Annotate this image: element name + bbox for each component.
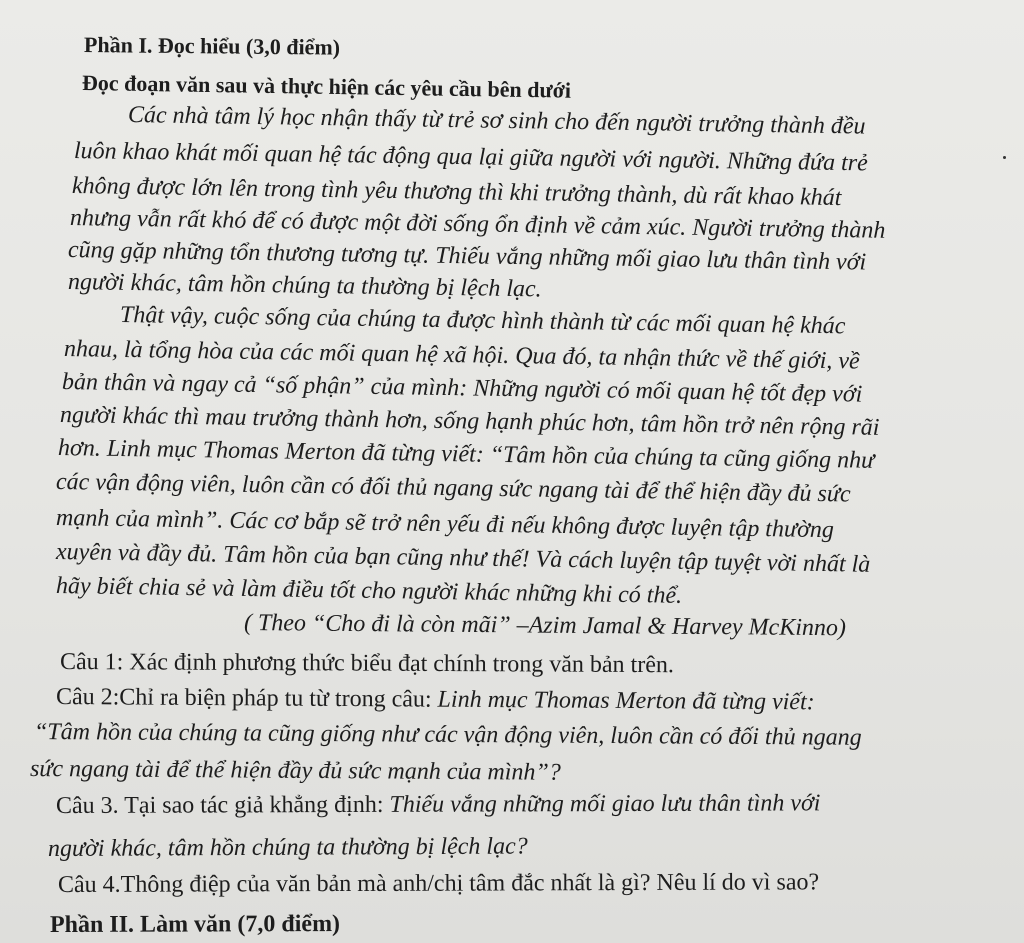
paragraph2-line: Thật vậy, cuộc sống của chúng ta được hình thành từ các mối quan hệ khác [119,302,846,340]
part1-heading: Phần I. Đọc hiểu (3,0 điểm) [83,32,341,60]
paragraph2-line: người khác thì mau trưởng thành hơn, sống hạnh phúc hơn, tâm hồn trở nên rộng rãi [59,402,880,441]
question-2-quote-start: Linh mục Thomas Merton đã từng viết: [437,686,815,716]
paragraph2-line: bản thân và ngay cả “số phận” của mình: Những người có mối quan hệ tốt đẹp với [61,369,863,408]
paragraph1-line: người khác, tâm hồn chúng ta thường bị lệch lạc. [67,269,542,303]
question-2-line2: “Tâm hồn của chúng ta cũng giống như các vận động viên, luôn cần có đối thủ ngang [33,719,862,751]
paragraph1-line: cũng gặp những tổn thương tương tự. Thiếu vắng những mối giao lưu thân tình với [67,237,867,276]
source-citation: ( Theo “Cho đi là còn mãi” –Azim Jamal & Harvey McKinno) [243,610,847,642]
paragraph1-line: không được lớn lên trong tình yêu thương thì khi trưởng thành, dù rất khao khát [71,173,842,212]
paragraph1-line: nhưng vẫn rất khó để có được một đời sống ổn định về cảm xúc. Người trưởng thành [69,205,886,244]
question-2-prefix: Câu 2:Chỉ ra biện pháp tu từ trong câu: [55,684,438,713]
paragraph2-line: các vận động viên, luôn cần có đối thủ ngang sức ngang tài để thể hiện đầy đủ sức [55,469,851,508]
question-3-prefix: Câu 3. Tại sao tác giả khẳng định: [55,791,390,819]
paragraph1-line: luôn khao khát mối quan hệ tác động qua lại giữa người với người. Những đứa trẻ [73,138,868,177]
paragraph2-line: mạnh của mình”. Các cơ bắp sẽ trở nên yếu đi nếu không được luyện tập thường [55,505,835,544]
ink-dot [1003,156,1006,159]
question-3-line2: người khác, tâm hồn chúng ta thường bị lệch lạc? [47,833,528,862]
question-1: Câu 1: Xác định phương thức biểu đạt chính trong văn bản trên. [59,649,674,679]
question-3-line1 [56,789,821,820]
part2-heading: Phần II. Làm văn (7,0 điểm) [49,910,341,938]
paragraph2-line: nhau, là tổng hòa của các mối quan hệ xã hội. Qua đó, ta nhận thức về thế giới, về [63,336,860,375]
question-3-quote-start: Thiếu vắng những mối giao lưu thân tình với [389,790,821,818]
question-2-line3: sức ngang tài để thể hiện đầy đủ sức mạnh của mình”? [29,756,561,786]
question-2-line1 [56,683,815,716]
paragraph1-line: Các nhà tâm lý học nhận thấy từ trẻ sơ sinh cho đến người trưởng thành đều [127,102,866,140]
question-4: Câu 4.Thông điệp của văn bản mà anh/chị tâm đắc nhất là gì? Nêu lí do vì sao? [57,869,820,898]
instruction: Đọc đoạn văn sau và thực hiện các yêu cầu bên dưới [81,70,572,103]
paragraph2-line: hãy biết chia sẻ và làm điều tốt cho người khác những khi có thể. [55,573,683,609]
paragraph2-line: xuyên và đầy đủ. Tâm hồn của bạn cũng như thế! Và cách luyện tập tuyệt vời nhất là [55,539,871,578]
paragraph2-line: hơn. Linh mục Thomas Merton đã từng viết: “Tâm hồn của chúng ta cũng giống như [57,435,875,474]
